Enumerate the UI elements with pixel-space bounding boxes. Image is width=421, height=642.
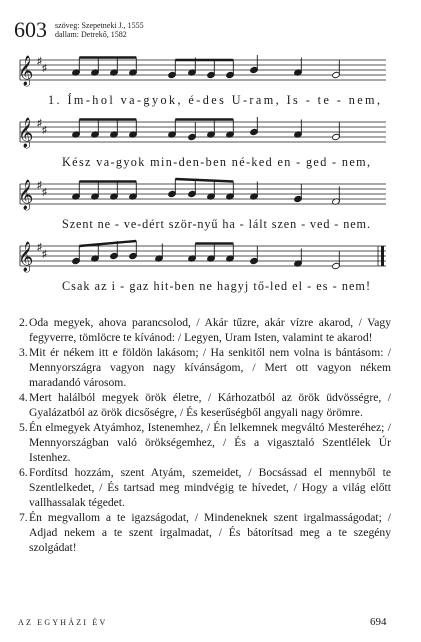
verse-item	[19, 420, 391, 465]
verse-item	[19, 345, 391, 390]
sharp-icon: ♯	[42, 187, 47, 198]
hymn-credits	[55, 21, 144, 39]
verse-text: Mit ér nékem itt e földön lakásom; / Ha senkitől nem volna is bántásom: / Mennyországra vagyon nagy kívánságom, / Mert ott vagyon nékem maradandó városom.	[29, 346, 391, 389]
final-barline-thick	[381, 246, 384, 266]
verse-text: Én megvallom a te igazságodat, / Mindeneknek szent irgalmasságodat; / Adjad nekem a te szent irgalmadat, / És bátorítsad meg a te szegény szolgádat!	[29, 511, 391, 554]
verse-item	[19, 315, 391, 345]
treble-clef-icon: 𝄞	[18, 242, 34, 272]
verse-number: 5.	[19, 421, 28, 434]
treble-clef-icon: 𝄞	[18, 180, 34, 210]
note-beam	[79, 241, 136, 246]
verse-number: 7.	[19, 511, 28, 524]
lyric-line: Csak az i - gaz hit-ben ne hagyj tő-led el - es - nem!	[62, 279, 371, 293]
verse-number: 2.	[19, 316, 28, 329]
treble-clef-icon: 𝄞	[18, 56, 34, 86]
verse-list	[19, 315, 391, 555]
sharp-icon: ♯	[42, 125, 47, 136]
verse-item	[19, 465, 391, 510]
verse-number: 6.	[19, 466, 28, 479]
sharp-icon: ♯	[37, 180, 42, 191]
lyric-line: 1. Ím-hol va-gyok, é-des U-ram, Is - te - nem,	[48, 93, 380, 107]
sharp-icon: ♯	[37, 118, 42, 129]
music-notation	[14, 50, 394, 300]
text-credit: szöveg: Szepetneki J., 1555	[55, 21, 144, 30]
sharp-icon: ♯	[37, 56, 42, 67]
verse-text: Fordítsd hozzám, szent Atyám, szemeidet, / Bocsássad el mennyből te Szentlelkedet, / És tartsad meg mindvégig te hívedet, / Hogy a világ előtt vallhassalak tégedet.	[29, 466, 391, 509]
sharp-icon: ♯	[37, 242, 42, 253]
treble-clef-icon: 𝄞	[18, 118, 34, 148]
book-title: AZ EGYHÁZI ÉV	[18, 618, 108, 627]
verse-number: 3.	[19, 346, 28, 359]
sharp-icon: ♯	[42, 249, 47, 260]
verse-text: Oda megyek, ahova parancsolod, / Akár tűzre, akár vízre akarod, / Vagy fegyverre, tömlöcre te kívánod: / Legyen, Uram Isten, valamint te akarod!	[29, 316, 391, 344]
tune-credit: dallam: Detrekő, 1582	[55, 30, 127, 39]
verse-item	[19, 510, 391, 555]
verse-text: Én elmegyek Atyámhoz, Istenemhez, / Én lelkemnek megváltó Mesteréhez; / Mennyországban való örökségemhez, / És a vigasztaló Szentlélek Úr Istenhez.	[29, 421, 391, 464]
verse-text: Mert halálból megyek örök életre, / Kárhozatból az örök üdvösségre, / Gyalázatból az örök dicsőségre, / És keserűségből angyali nagy örömre.	[29, 391, 391, 419]
verse-item	[19, 390, 391, 420]
lyric-line: Szent ne - ve-dért ször-nyű ha - lált szen - ved - nem.	[62, 217, 370, 231]
lyric-line: Kész va-gyok min-den-ben né-ked en - ged - nem,	[62, 155, 371, 169]
hymn-number: 603	[14, 17, 47, 42]
sharp-icon: ♯	[42, 63, 47, 74]
verse-number: 4.	[19, 391, 28, 404]
note-beam	[175, 179, 233, 182]
page-number: 694	[370, 616, 387, 628]
